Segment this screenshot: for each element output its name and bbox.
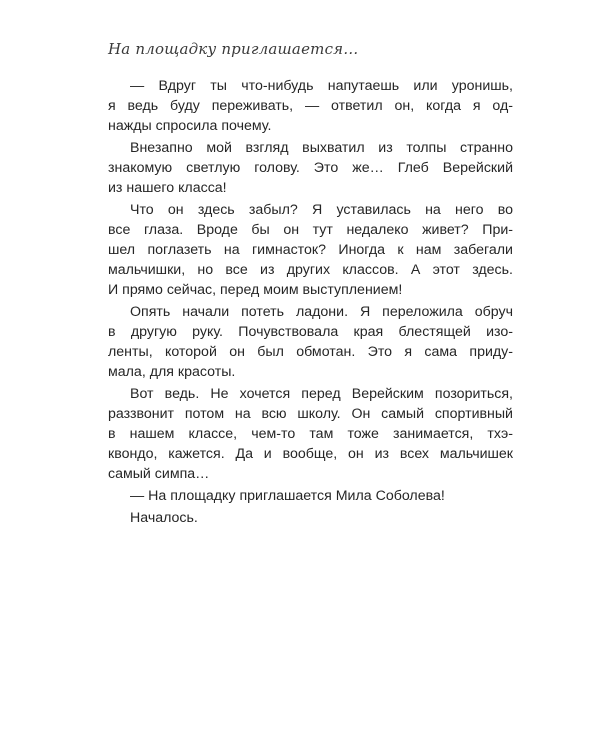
text-line: все глаза. Вроде бы он тут недалеко живет? При- xyxy=(108,222,513,238)
text-line: я ведь буду переживать, — ответил он, когда я од- xyxy=(108,98,513,114)
text-line: Началось. xyxy=(130,510,198,526)
text-line: шел поглазеть на гимнасток? Иногда к нам забегали xyxy=(108,242,513,258)
text-line: самый симпа… xyxy=(108,466,210,482)
text-line: Опять начали потеть ладони. Я переложила обруч xyxy=(130,304,513,320)
paragraph xyxy=(108,200,513,300)
text-line: Внезапно мой взгляд выхватил из толпы странно xyxy=(130,140,513,156)
text-line: в нашем классе, чем-то там тоже занимается, тхэ- xyxy=(108,426,513,442)
text-line: ленты, которой он был обмотан. Это я сама приду- xyxy=(108,344,513,360)
text-line: — На площадку приглашается Мила Соболева! xyxy=(130,488,445,504)
text-line: — Вдруг ты что-нибудь напутаешь или уронишь, xyxy=(130,78,513,94)
text-line: Что он здесь забыл? Я уставилась на него во xyxy=(130,202,513,218)
text-line: знакомую светлую голову. Это же… Глеб Верейский xyxy=(108,160,513,176)
body-text xyxy=(108,76,513,528)
paragraph xyxy=(108,138,513,198)
text-line: И прямо сейчас, перед моим выступлением! xyxy=(108,282,403,298)
running-head: На площадку приглашается… xyxy=(108,40,359,58)
text-line: мальчишки, но все из других классов. А этот здесь. xyxy=(108,262,513,278)
text-line: квондо, кажется. Да и вообще, он из всех мальчишек xyxy=(108,446,513,462)
paragraph xyxy=(108,508,513,528)
paragraph xyxy=(108,302,513,382)
text-line: в другую руку. Почувствовала края блестящей изо- xyxy=(108,324,513,340)
text-line: раззвонит потом на всю школу. Он самый спортивный xyxy=(108,406,513,422)
paragraph xyxy=(108,384,513,484)
paragraph xyxy=(108,76,513,136)
text-line: из нашего класса! xyxy=(108,180,227,196)
paragraph xyxy=(108,486,513,506)
text-line: Вот ведь. Не хочется перед Верейским позориться, xyxy=(130,386,513,402)
text-line: нажды спросила почему. xyxy=(108,118,272,134)
text-line: мала, для красоты. xyxy=(108,364,236,380)
